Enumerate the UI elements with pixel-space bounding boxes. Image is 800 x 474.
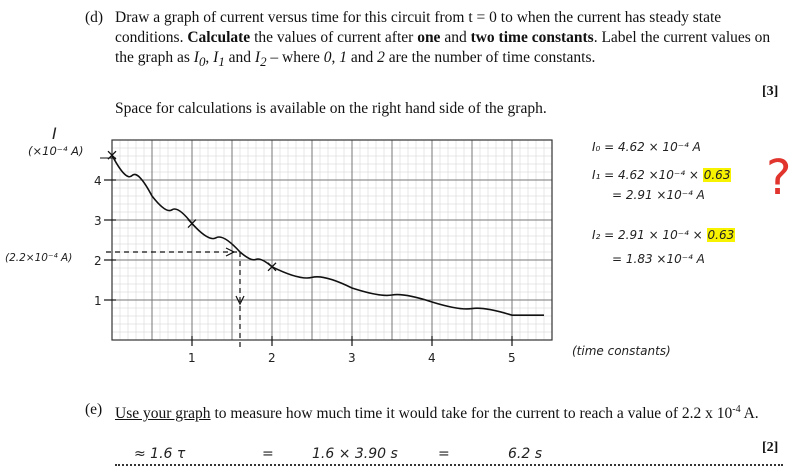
calc-i1-b: = 2.91 ×10⁻⁴ A (612, 188, 705, 202)
graph-grid (112, 140, 552, 340)
answer-tau: ≈ 1.6 τ (134, 446, 186, 462)
y-tick-label: 4 (94, 174, 102, 188)
answer-eq1: = (262, 446, 274, 462)
question-e-label: (e) (85, 401, 103, 418)
y-tick-label: 2 (94, 254, 102, 268)
x-tick-label: 5 (508, 351, 516, 365)
y-tick-label: 3 (94, 214, 102, 228)
calc-i2-a: I₂ = 2.91 × 10⁻⁴ × 0.63 (592, 228, 735, 242)
answer-eq2: = (438, 446, 450, 462)
y-tick-label: 1 (94, 294, 102, 308)
highlight-factor-2: 0.63 (707, 228, 735, 242)
question-d-body: Draw a graph of current versus time for this circuit from t = 0 to when the current has steady state conditions. Calculate the values of current after one and two time constants. Label the current values on the graph as $I_0$, $I_1$ and $I_2$ – where 0, 1 and 2 are the number of time constants. (115, 9, 771, 70)
graph-ticks (94, 158, 516, 365)
x-tick-label: 1 (188, 351, 196, 365)
y-axis-label: I (52, 124, 57, 143)
answer-calc: 1.6 × 3.90 s (312, 446, 398, 462)
y-unit-label: (×10⁻⁴ A) (28, 144, 84, 158)
graph-curve (106, 155, 544, 348)
question-e-marks: [2] (762, 440, 779, 455)
question-d-label: (d) (85, 9, 104, 26)
question-e-body: Use your graph to measure how much time it would take for the current to reach a value of 2.2 x $10^{-4}$ A. (115, 404, 759, 423)
highlight-factor-1: 0.63 (703, 168, 731, 182)
plot-frame (112, 140, 552, 340)
question-d-marks: [3] (762, 84, 779, 99)
graph-axes (112, 140, 552, 340)
annotation-2-2: (2.2×10⁻⁴ A) (5, 252, 73, 264)
red-question-mark: ? (766, 150, 792, 206)
x-tick-label: 3 (348, 351, 356, 365)
x-tick-label: 4 (428, 351, 436, 365)
answer-dotted-line (115, 464, 783, 466)
answer-result: 6.2 s (508, 446, 543, 462)
calc-i1-a: I₁ = 4.62 ×10⁻⁴ × 0.63 (592, 168, 731, 182)
calc-i2-b: = 1.83 ×10⁻⁴ A (612, 252, 705, 266)
space-note: Space for calculations is available on the right hand side of the graph. (115, 100, 547, 117)
calc-i0: I₀ = 4.62 × 10⁻⁴ A (592, 140, 701, 154)
x-axis-label: (time constants) (572, 344, 671, 358)
x-tick-label: 2 (268, 351, 276, 365)
